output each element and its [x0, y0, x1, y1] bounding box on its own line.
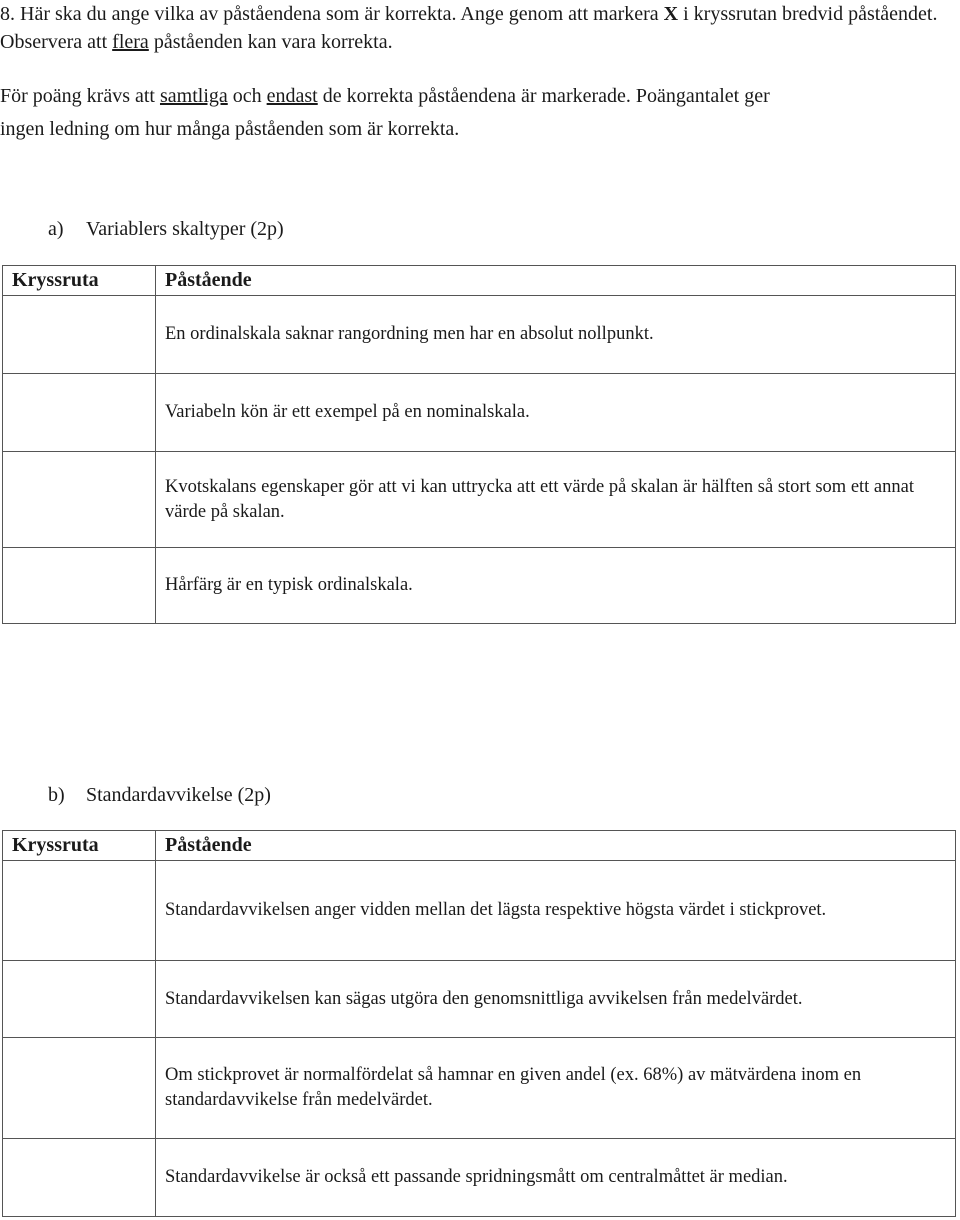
statement-cell: Kvotskalans egenskaper gör att vi kan uttrycka att ett värde på skalan är hälften så stort som ett annat värde på skalan. [156, 452, 956, 548]
section-a-label: a) [48, 218, 64, 240]
checkbox-cell[interactable] [3, 548, 156, 624]
header-pastaende: Påstående [156, 831, 956, 861]
header-pastaende: Påstående [156, 266, 956, 296]
checkbox-cell[interactable] [3, 1038, 156, 1139]
instruction-text: de korrekta påståendena är markerade. Poängantalet ger [317, 85, 770, 107]
checkbox-cell[interactable] [3, 374, 156, 452]
section-b-label: b) [48, 784, 65, 806]
table-row [3, 548, 956, 624]
table-row [3, 452, 956, 548]
instruction-text: 8. Här ska du ange vilka av påståendena som är korrekta. Ange genom att markera [0, 3, 664, 25]
statement-cell: Om stickprovet är normalfördelat så hamnar en given andel (ex. 68%) av mätvärdena inom en standardavvikelse från medelvärdet. [156, 1038, 956, 1139]
header-kryssruta: Kryssruta [3, 266, 156, 296]
section-b-table [2, 830, 956, 1217]
checkbox-cell[interactable] [3, 452, 156, 548]
table-row [3, 1139, 956, 1217]
table-row [3, 296, 956, 374]
instruction-text: i kryssrutan bredvid påståendet. Observera att [0, 3, 938, 53]
instruction-paragraph-1 [0, 0, 958, 56]
table-header-row [3, 266, 956, 296]
instruction-text: och [227, 85, 267, 107]
statement-cell: En ordinalskala saknar rangordning men har en absolut nollpunkt. [156, 296, 956, 374]
checkbox-cell[interactable] [3, 861, 156, 961]
checkbox-cell[interactable] [3, 296, 156, 374]
table-row [3, 374, 956, 452]
emphasis-flera: flera [112, 31, 149, 53]
section-a-heading: Variablers skaltyper (2p) [86, 218, 284, 240]
statement-cell: Hårfärg är en typisk ordinalskala. [156, 548, 956, 624]
statement-cell: Standardavvikelsen anger vidden mellan det lägsta respektive högsta värdet i stickprovet. [156, 861, 956, 961]
statement-cell: Standardavvikelse är också ett passande spridningsmått om centralmåttet är median. [156, 1139, 956, 1217]
table-row [3, 1038, 956, 1139]
checkbox-cell[interactable] [3, 961, 156, 1038]
section-a-title [48, 216, 284, 242]
section-a-table [2, 265, 956, 624]
statement-cell: Variabeln kön är ett exempel på en nominalskala. [156, 374, 956, 452]
section-b-title [48, 782, 271, 808]
table-row [3, 861, 956, 961]
statement-cell: Standardavvikelsen kan sägas utgöra den genomsnittliga avvikelsen från medelvärdet. [156, 961, 956, 1038]
table-row [3, 961, 956, 1038]
emphasis-samtliga: samtliga [159, 85, 228, 107]
emphasis-endast: endast [266, 85, 318, 107]
section-b-heading: Standardavvikelse (2p) [86, 784, 271, 806]
checkbox-cell[interactable] [3, 1139, 156, 1217]
header-kryssruta: Kryssruta [3, 831, 156, 861]
mark-symbol: X [663, 3, 679, 25]
table-header-row [3, 831, 956, 861]
instruction-text: För poäng krävs att [0, 85, 160, 107]
instruction-text: påståenden kan vara korrekta. [148, 31, 393, 53]
instruction-paragraph-2 [0, 82, 770, 110]
instruction-paragraph-3: ingen ledning om hur många påståenden som är korrekta. [0, 118, 460, 140]
